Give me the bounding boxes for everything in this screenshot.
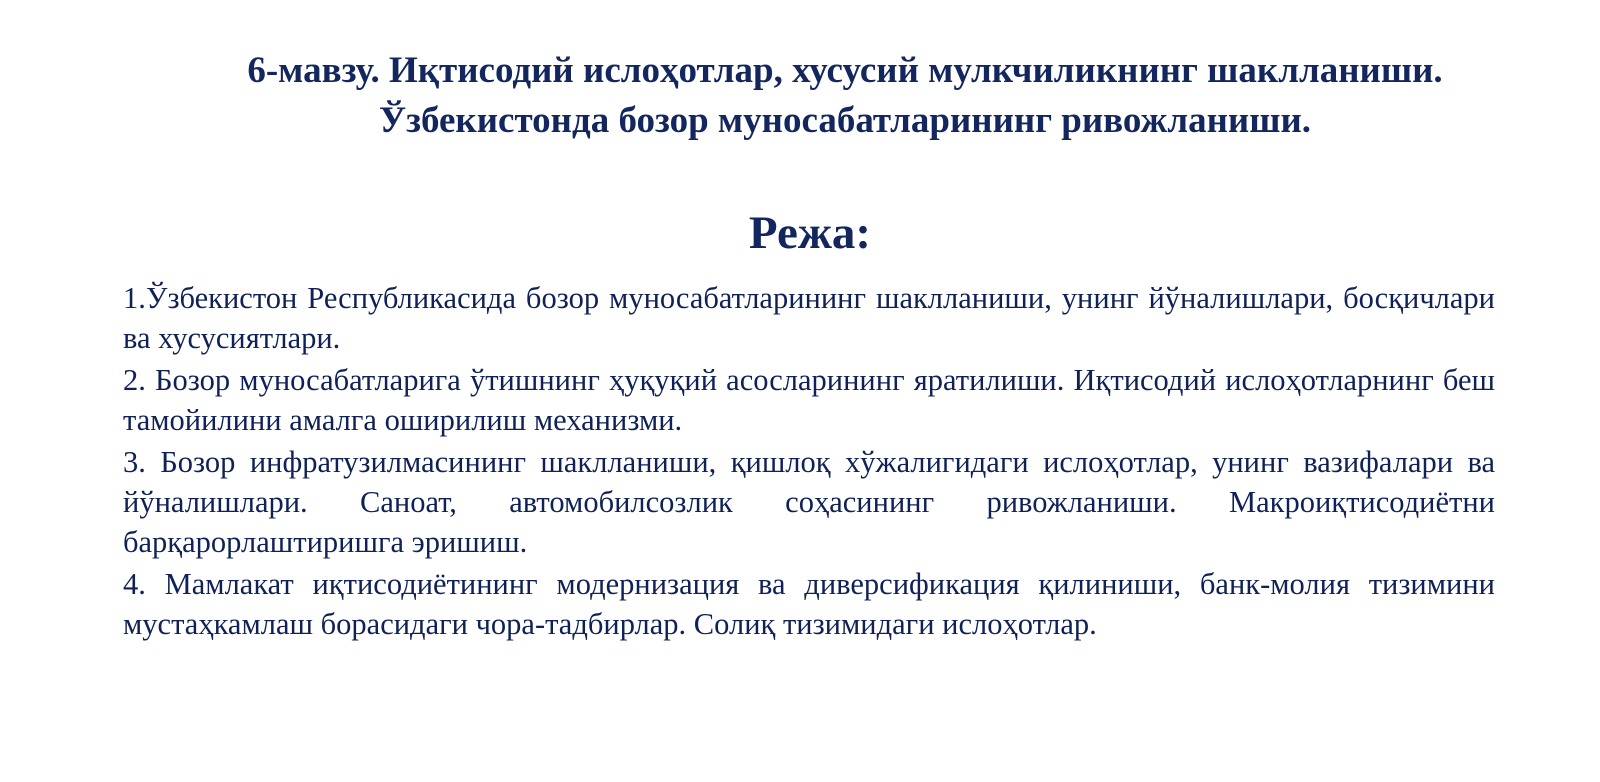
- plan-item-2: 2. Бозор муносабатларига ўтишнинг ҳуқуқий асосларининг яратилиши. Иқтисодий ислоҳотларнинг беш тамойилини амалга оширилиш механизми.: [123, 363, 1495, 437]
- plan-item-1: 1.Ўзбекистон Республикасида бозор муносабатларининг шаклланиши, унинг йўналишлари, босқичлари ва хусусиятлари.: [123, 281, 1495, 355]
- plan-heading: Режа:: [748, 207, 872, 259]
- plan-item-3: 3. Бозор инфратузилмасининг шаклланиши, қишлоқ хўжалигидаги ислоҳотлар, унинг вазифалари ва йўналишлари. Саноат, автомобилсозлик соҳасининг ривожланиши. Макроиқтисодиётни барқарорлаштиришга эришиш.: [123, 445, 1495, 559]
- slide-title: [150, 46, 1540, 146]
- slide-title-line-1: 6-мавзу. Иқтисодий ислоҳотлар, хусусий мулкчиликнинг шаклланиши.: [247, 50, 1443, 91]
- slide-title-line-2: Ўзбекистонда бозор муносабатларининг ривожланиши.: [378, 100, 1312, 141]
- plan-list: [123, 278, 1495, 646]
- plan-item-4: 4. Мамлакат иқтисодиётининг модернизация ва диверсификация қилиниши, банк-молия тизимини мустаҳкамлаш борасидаги чора-тадбирлар. Солиқ тизимидаги ислоҳотлар.: [123, 567, 1495, 641]
